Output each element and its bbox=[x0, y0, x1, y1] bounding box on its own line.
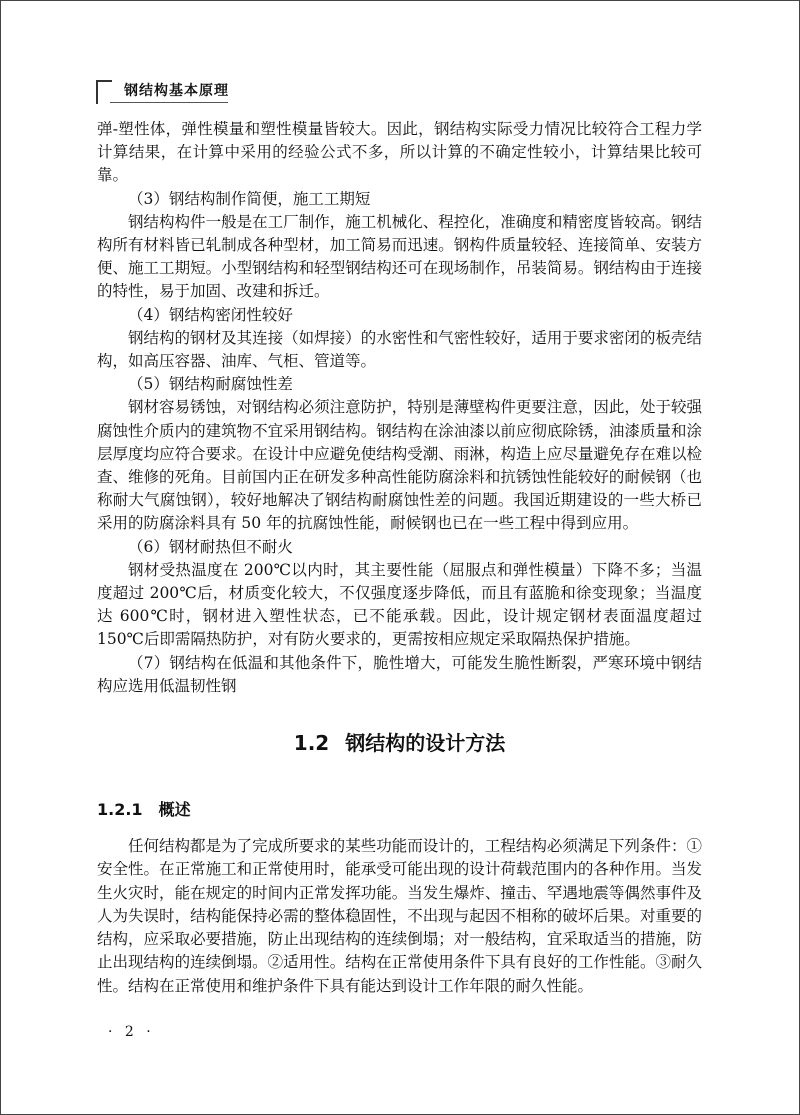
intro-paragraph: 弹-塑性体，弹性模量和塑性模量皆较大。因此，钢结构实际受力情况比较符合工程力学计算结果，在计算中采用的经验公式不多，所以计算的不确定性较小，计算结果比较可靠。 bbox=[97, 120, 702, 185]
item-4-heading: （4）钢结构密闭性较好 bbox=[128, 305, 293, 324]
subsection-title: 概述 bbox=[158, 800, 191, 820]
item-4-body: 钢结构的钢材及其连接（如焊接）的水密性和气密性较好，适用于要求密闭的板壳结构，如高压容器、油库、气柜、管道等。 bbox=[97, 328, 702, 371]
overview-paragraph: 任何结构都是为了完成所要求的某些功能而设计的，工程结构必须满足下列条件：①安全性。在正常施工和正常使用时，能承受可能出现的设计荷载范围内的各种作用。当发生火灾时，能在规定的时间内正常发挥功能。当发生爆炸、撞击、罕遇地震等偶然事件及人为失误时，结构能保持必需的整体稳固性，不出现与起因不相称的破坏后果。对重要的结构，应采取必要措施，防止出现结构的连续倒塌；对一般结构，宜采取适当的措施，防止出现结构的连续倒塌。②适用性。结构在正常使用条件下具有良好的工作性能。③耐久性。结构在正常使用和维护条件下具有能达到设计工作年限的耐久性能。 bbox=[97, 837, 702, 995]
item-5-body: 钢材容易锈蚀，对钢结构必须注意防护，特别是薄壁构件更要注意，因此，处于较强腐蚀性介质内的建筑物不宜采用钢结构。钢结构在涂油漆以前应彻底除锈，油漆质量和涂层厚度均应符合要求。在设计中应避免使结构受潮、雨淋，构造上应尽量避免存在难以检查、维修的死角。目前国内正在研发多种高性能防腐涂料和抗锈蚀性能较好的耐候钢（也称耐大气腐蚀钢），较好地解决了钢结构耐腐蚀性差的问题。我国近期建设的一些大桥已采用的防腐涂料具有 50 年的抗腐蚀性能，耐候钢也已在一些工程中得到应用。 bbox=[97, 398, 702, 533]
item-6-body: 钢材受热温度在 200℃以内时，其主要性能（屈服点和弹性模量）下降不多；当温度超过 200℃后，材质变化较大，不仅强度逐步降低，而且有蓝脆和徐变现象；当温度达 600℃时，钢材进入塑性状态，已不能承载。因此，设计规定钢材表面温度超过 150℃后即需隔热防护，对有防火要求的，更需按相应规定采取隔热保护措施。 bbox=[97, 560, 702, 649]
subsection-number: 1.2.1 bbox=[97, 800, 143, 820]
header-corner-mark bbox=[96, 80, 112, 104]
page-number: · 2 · bbox=[108, 1024, 155, 1040]
item-3-body: 钢结构构件一般是在工厂制作，施工机械化、程控化，准确度和精密度皆较高。钢结构所有材料皆已轧制成各种型材，加工简易而迅速。钢构件质量较轻、连接简单、安装方便、施工工期短。小型钢结构和轻型钢结构还可在现场制作，吊装简易。钢结构由于连接的特性，易于加固、改建和拆迁。 bbox=[97, 212, 702, 301]
section-number: 1.2 bbox=[293, 731, 330, 756]
item-3-heading: （3）钢结构制作简便，施工工期短 bbox=[128, 189, 371, 208]
running-header-title: 钢结构基本原理 bbox=[124, 83, 229, 99]
page-body bbox=[97, 118, 702, 998]
section-heading bbox=[97, 732, 702, 758]
item-7-paragraph: （7）钢结构在低温和其他条件下，脆性增大，可能发生脆性断裂，严寒环境中钢结构应选用低温韧性钢 bbox=[97, 653, 702, 695]
item-6-heading: （6）钢材耐热但不耐火 bbox=[128, 537, 293, 556]
subsection-heading bbox=[97, 798, 702, 821]
section-title: 钢结构的设计方法 bbox=[345, 731, 506, 756]
header-rule bbox=[110, 102, 228, 103]
item-5-heading: （5）钢结构耐腐蚀性差 bbox=[128, 375, 293, 394]
